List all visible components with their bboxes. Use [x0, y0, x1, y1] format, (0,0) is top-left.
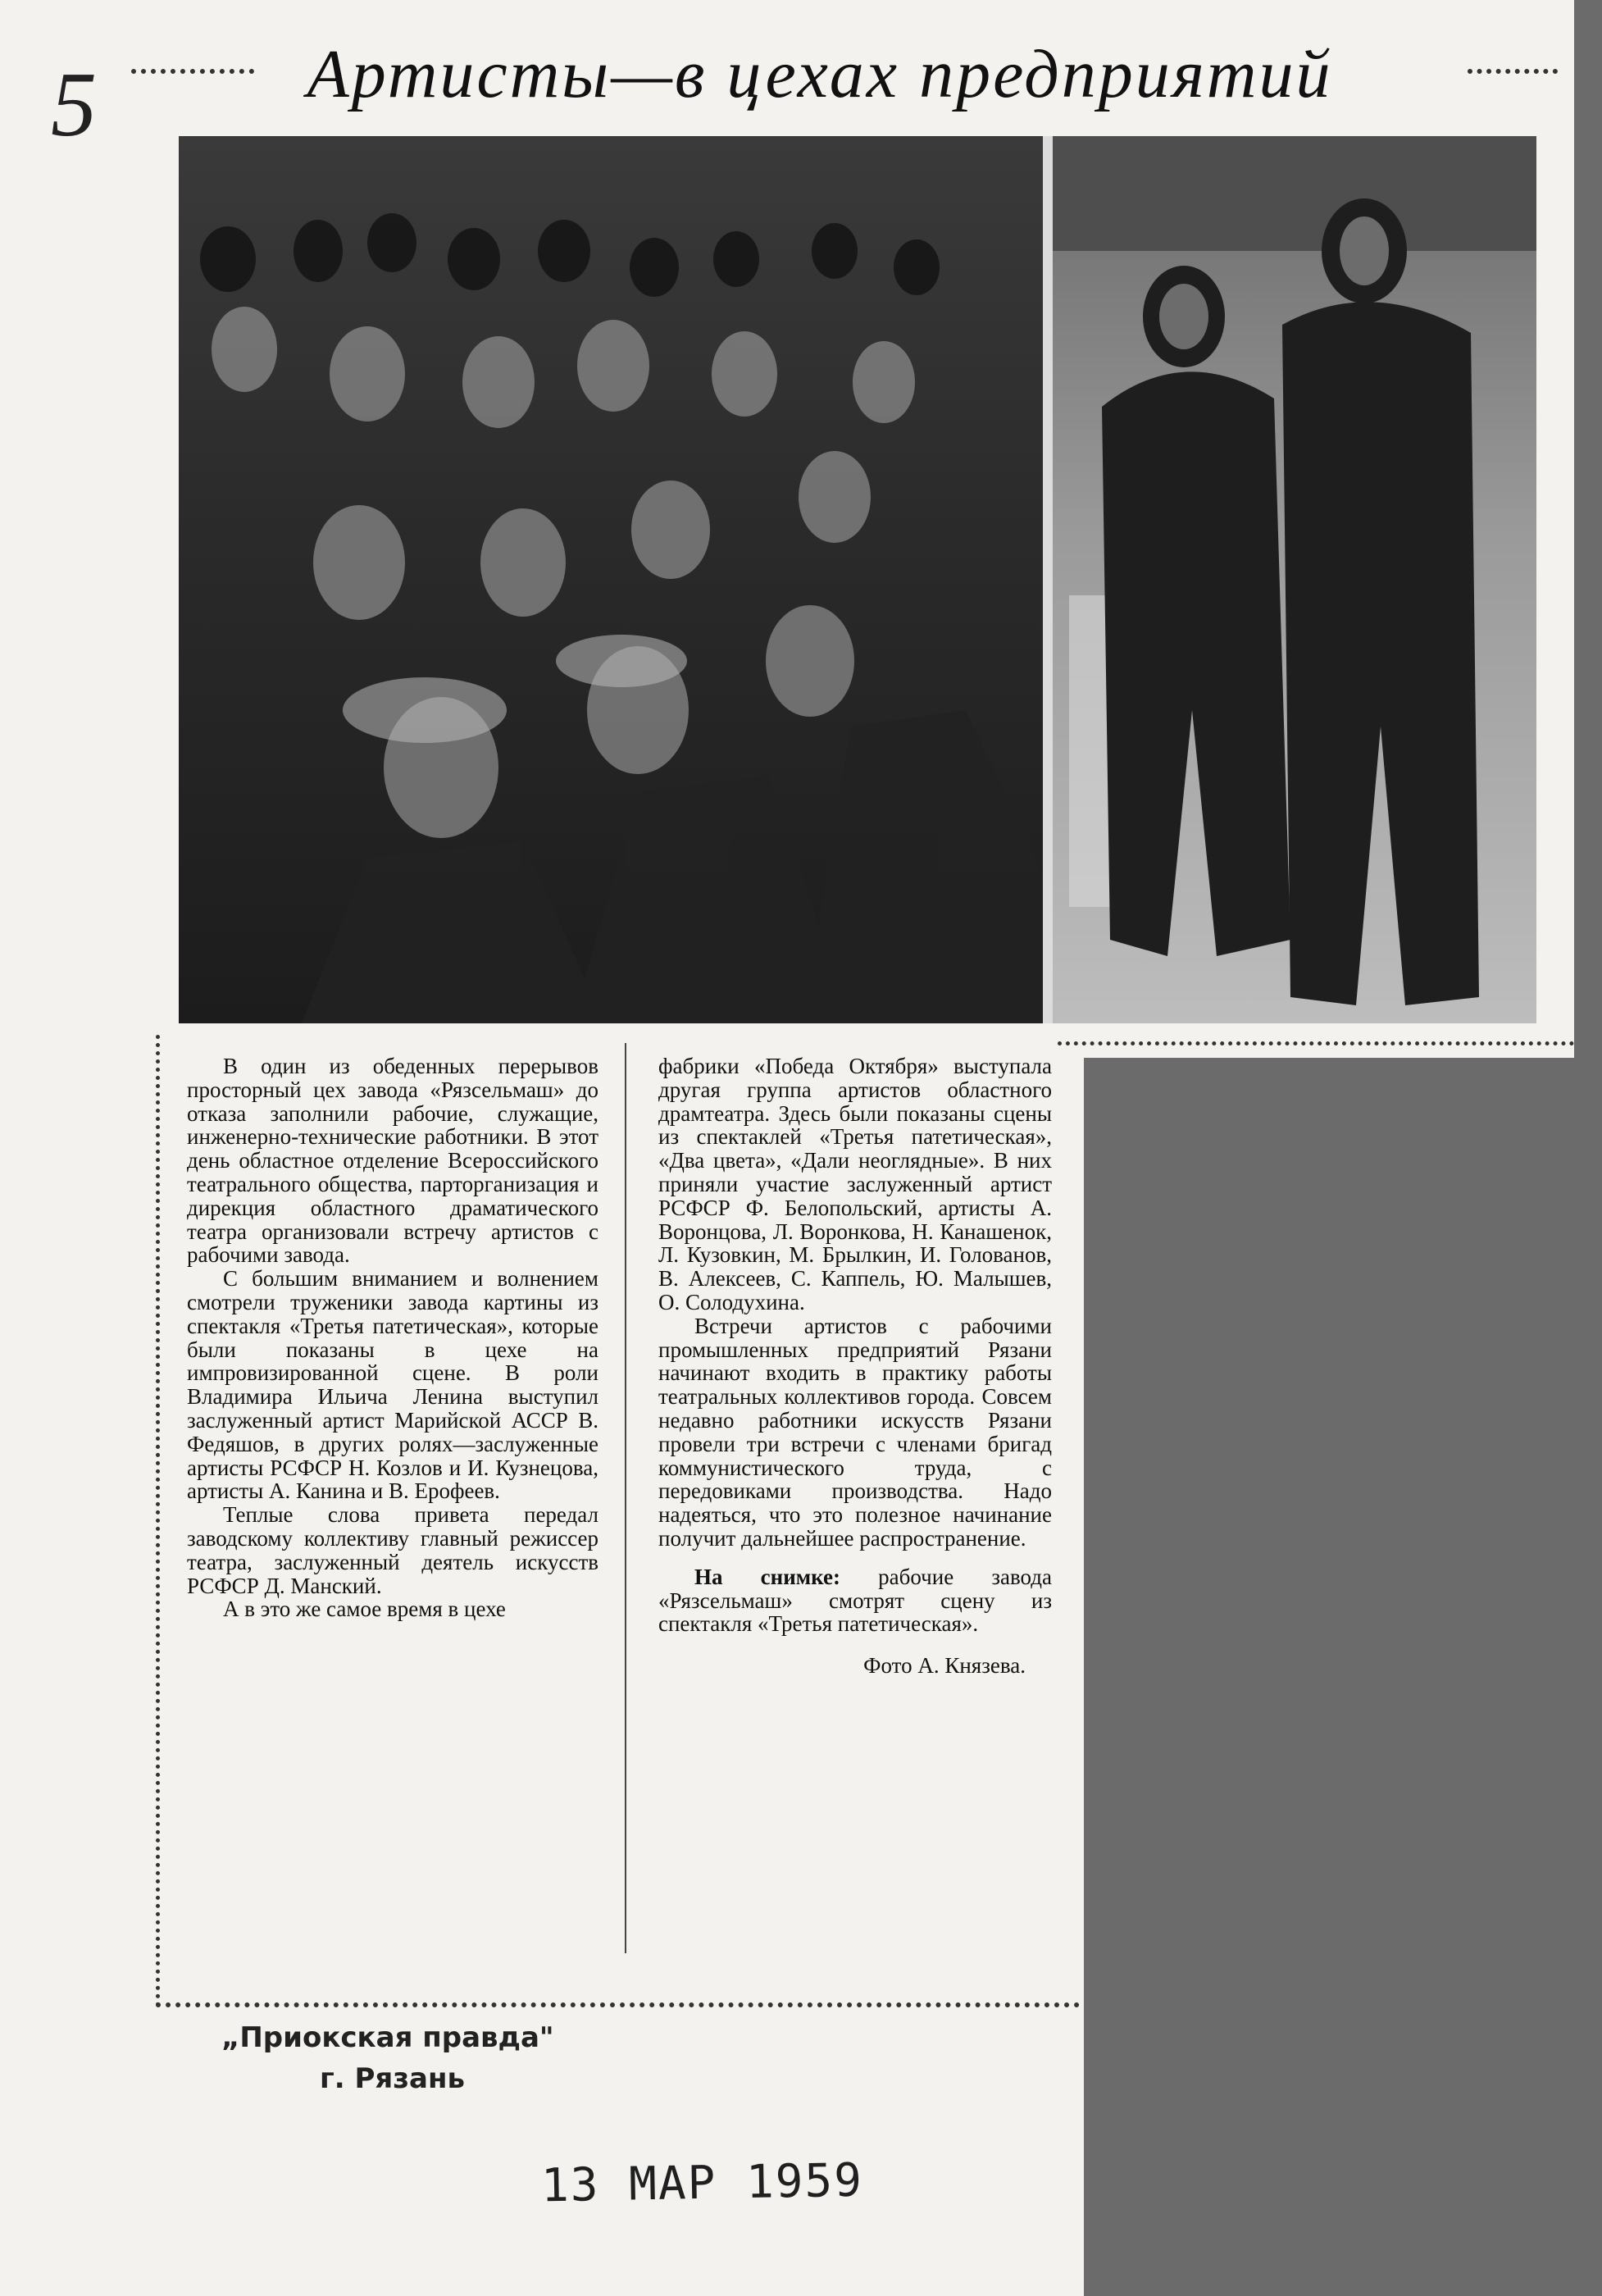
caption-text: рабочие завода «Рязсельмаш» смотрят сцену из спектакля «Третья патетическая».	[658, 1564, 1052, 1637]
handwritten-number: 5	[51, 54, 97, 156]
newspaper-city: г. Рязань	[320, 2062, 465, 2095]
photo-stage-image	[1053, 136, 1536, 1023]
article-column-2	[658, 1055, 1052, 1678]
frame-rule-top	[1058, 1041, 1574, 1046]
photo-audience-image	[179, 136, 1043, 1023]
photo-divider	[1043, 136, 1053, 1023]
paragraph: А в это же самое время в цехе	[223, 1597, 506, 1622]
caption-label: На снимке:	[694, 1564, 840, 1589]
headline-text: Артисты—в цехах предприятий	[307, 35, 1333, 112]
paragraph: В один из обеденных перерывов просторный цех завода «Рязсельмаш» до отказа заполнили рабочие, служащие, инженерно-технические работники. В этот день областное отделение Всероссийского театрального общества, парторганизация и дирекция областного драматического театра организовали встречу артистов с рабочими завода.	[187, 1054, 598, 1268]
paragraph: фабрики «Победа Октября» выступала другая группа артистов областного драмтеатра. Здесь были показаны сцены из спектаклей «Третья патетическая», «Два цвета», «Дали неоглядные». В них приняли участие заслуженный артист РСФСР Ф. Белопольский, артисты А. Воронцова, Л. Воронкова, Н. Канашенок, Л. Кузовкин, М. Брылкин, И. Голованов, В. Алексеев, С. Каппель, Ю. Малышев, О. Солодухина.	[658, 1054, 1052, 1314]
newspaper-name: „Приокская правда"	[221, 2021, 554, 2054]
date-stamp: 13 МАР 1959	[540, 2153, 864, 2213]
photo-stage-actors	[1053, 136, 1536, 1023]
photo-audience	[179, 136, 1043, 1023]
column-rule	[625, 1043, 626, 1953]
photo-credit: Фото А. Князева.	[863, 1653, 1026, 1679]
photo-caption	[658, 1565, 1052, 1636]
article-column-1	[187, 1055, 598, 1621]
paragraph: С большим вниманием и волнением смотрели труженики завода картины из спектакля «Третья патетическая», которые были показаны в цехе на импровизированной сцене. В роли Владимира Ильича Ленина выступил заслуженный артист Марийской АССР В. Федяшов, в других ролях—заслуженные артисты РСФСР Н. Козлов и И. Кузнецова, артисты А. Канина и В. Ерофеев.	[187, 1266, 598, 1504]
headline	[131, 33, 1509, 115]
source-stamp	[221, 2017, 598, 2099]
paragraph: Теплые слова привета передал заводскому коллективу главный режиссер театра, заслуженный деятель искусств РСФСР Д. Манский.	[187, 1502, 598, 1598]
paragraph: Встречи артистов с рабочими промышленных предприятий Рязани начинают входить в практику работы театральных коллективов города. Совсем недавно работники искусств Рязани провели три встречи с членами бригад коммунистического труда, с передовиками производства. Надо надеяться, что это полезное начинание получит дальнейшее распространение.	[658, 1313, 1052, 1551]
